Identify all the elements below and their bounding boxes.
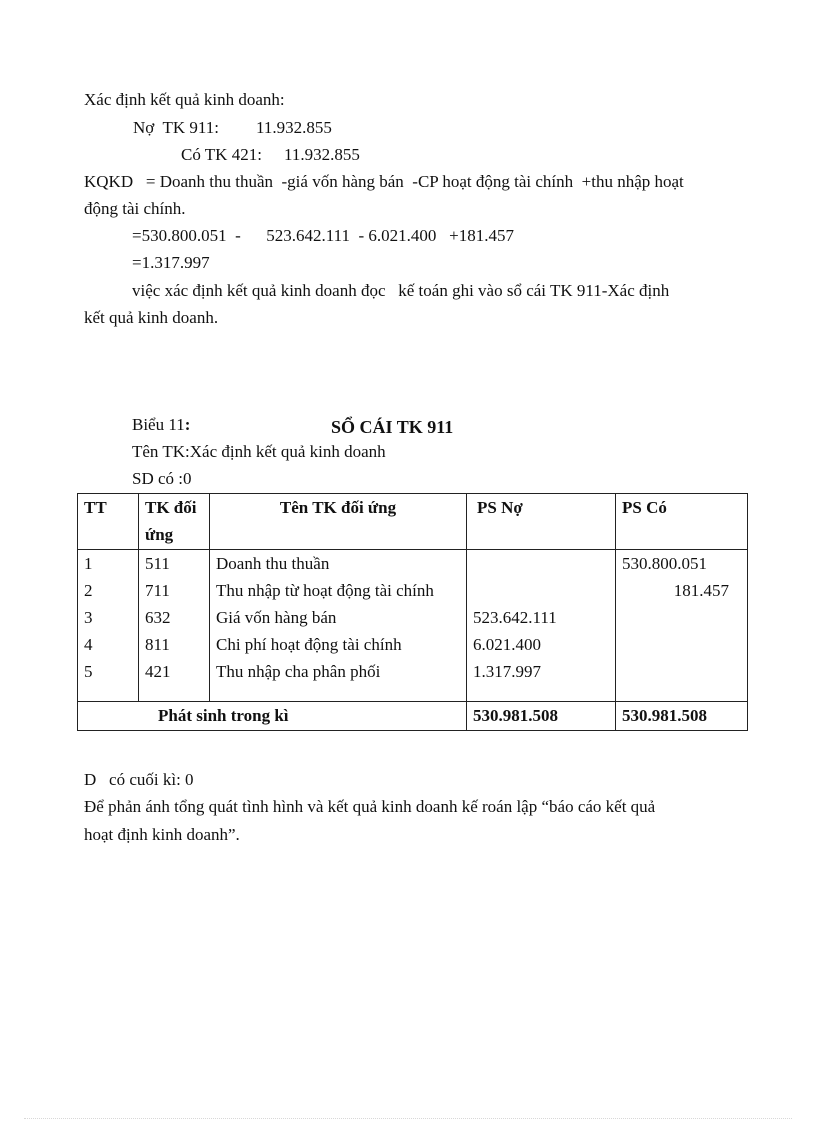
total-debit: 530.981.508 xyxy=(467,702,616,731)
cell-name: Thu nhập cha phân phối xyxy=(210,658,467,685)
formula-line-2: động tài chính. xyxy=(84,199,186,218)
cell-credit xyxy=(616,631,748,658)
formula-line-1: KQKD = Doanh thu thuần -giá vốn hàng bán -CP hoạt động tài chính +thu nhập hoạt xyxy=(84,172,684,191)
page-bottom-divider xyxy=(24,1118,792,1119)
debit-entry-amount: 11.932.855 xyxy=(256,118,332,137)
cell-name: Giá vốn hàng bán xyxy=(210,604,467,631)
cell-credit: 530.800.051 xyxy=(616,550,748,578)
result-line: =1.317.997 xyxy=(132,253,210,272)
col-header-credit: PS Có xyxy=(616,494,748,550)
cell-debit: 6.021.400 xyxy=(467,631,616,658)
bieu-label-text: Biểu 11 xyxy=(132,415,185,434)
note-line-2: kết quả kinh doanh. xyxy=(84,308,219,327)
cell-credit xyxy=(616,604,748,631)
total-label: Phát sinh trong kì xyxy=(78,702,467,731)
col-header-tt: TT xyxy=(78,494,139,550)
cell-tk: 421 xyxy=(139,658,210,685)
table-header-row xyxy=(78,494,748,550)
opening-balance: SD có :0 xyxy=(132,469,192,488)
table-row xyxy=(78,550,748,578)
credit-entry-amount: 11.932.855 xyxy=(284,145,360,164)
cell-credit xyxy=(616,658,748,685)
cell-tt: 5 xyxy=(78,658,139,685)
closing-balance: D có cuối kì: 0 xyxy=(84,770,194,789)
account-name: Tên TK:Xác định kết quả kinh doanh xyxy=(132,442,386,461)
footer-line-2: hoạt định kinh doanh”. xyxy=(84,825,240,844)
cell-tk: 632 xyxy=(139,604,210,631)
ledger-table xyxy=(77,493,748,731)
cell-credit: 181.457 xyxy=(616,577,748,604)
cell-tk: 711 xyxy=(139,577,210,604)
cell-tt: 3 xyxy=(78,604,139,631)
cell-tk: 811 xyxy=(139,631,210,658)
cell-tt: 2 xyxy=(78,577,139,604)
col-header-name: Tên TK đối ứng xyxy=(210,494,467,550)
table-spacer-row xyxy=(78,685,748,702)
cell-name: Thu nhập từ hoạt động tài chính xyxy=(210,577,467,604)
col-header-tk xyxy=(139,494,210,550)
table-row xyxy=(78,577,748,604)
cell-tt: 4 xyxy=(78,631,139,658)
calculation-line: =530.800.051 - 523.642.111 - 6.021.400 +181.457 xyxy=(132,226,514,245)
col-header-tk-line2: ứng xyxy=(145,525,174,544)
credit-entry-label: Có TK 421: xyxy=(181,145,262,164)
debit-entry-label: Nợ TK 911: xyxy=(133,118,219,137)
bieu-label-colon: : xyxy=(184,415,191,434)
table-row xyxy=(78,604,748,631)
table-row xyxy=(78,658,748,685)
total-credit: 530.981.508 xyxy=(616,702,748,731)
footer-line-1: Để phản ánh tổng quát tình hình và kết quả kinh doanh kế roán lập “báo cáo kết quả xyxy=(84,797,656,816)
note-line-1: việc xác định kết quả kinh doanh đọc kế toán ghi vào sổ cái TK 911-Xác định xyxy=(132,281,670,300)
cell-tk: 511 xyxy=(139,550,210,578)
bieu-label xyxy=(132,415,190,435)
table-row xyxy=(78,631,748,658)
cell-debit: 1.317.997 xyxy=(467,658,616,685)
cell-name: Doanh thu thuần xyxy=(210,550,467,578)
ledger-title: SỔ CÁI TK 911 xyxy=(331,417,454,437)
cell-name: Chi phí hoạt động tài chính xyxy=(210,631,467,658)
intro-heading: Xác định kết quả kinh doanh: xyxy=(84,90,285,109)
table-total-row xyxy=(78,702,748,731)
cell-tt: 1 xyxy=(78,550,139,578)
cell-debit xyxy=(467,550,616,578)
cell-debit: 523.642.111 xyxy=(467,604,616,631)
col-header-tk-line1: TK đối xyxy=(145,498,197,517)
col-header-debit: PS Nợ xyxy=(467,494,616,550)
cell-debit xyxy=(467,577,616,604)
